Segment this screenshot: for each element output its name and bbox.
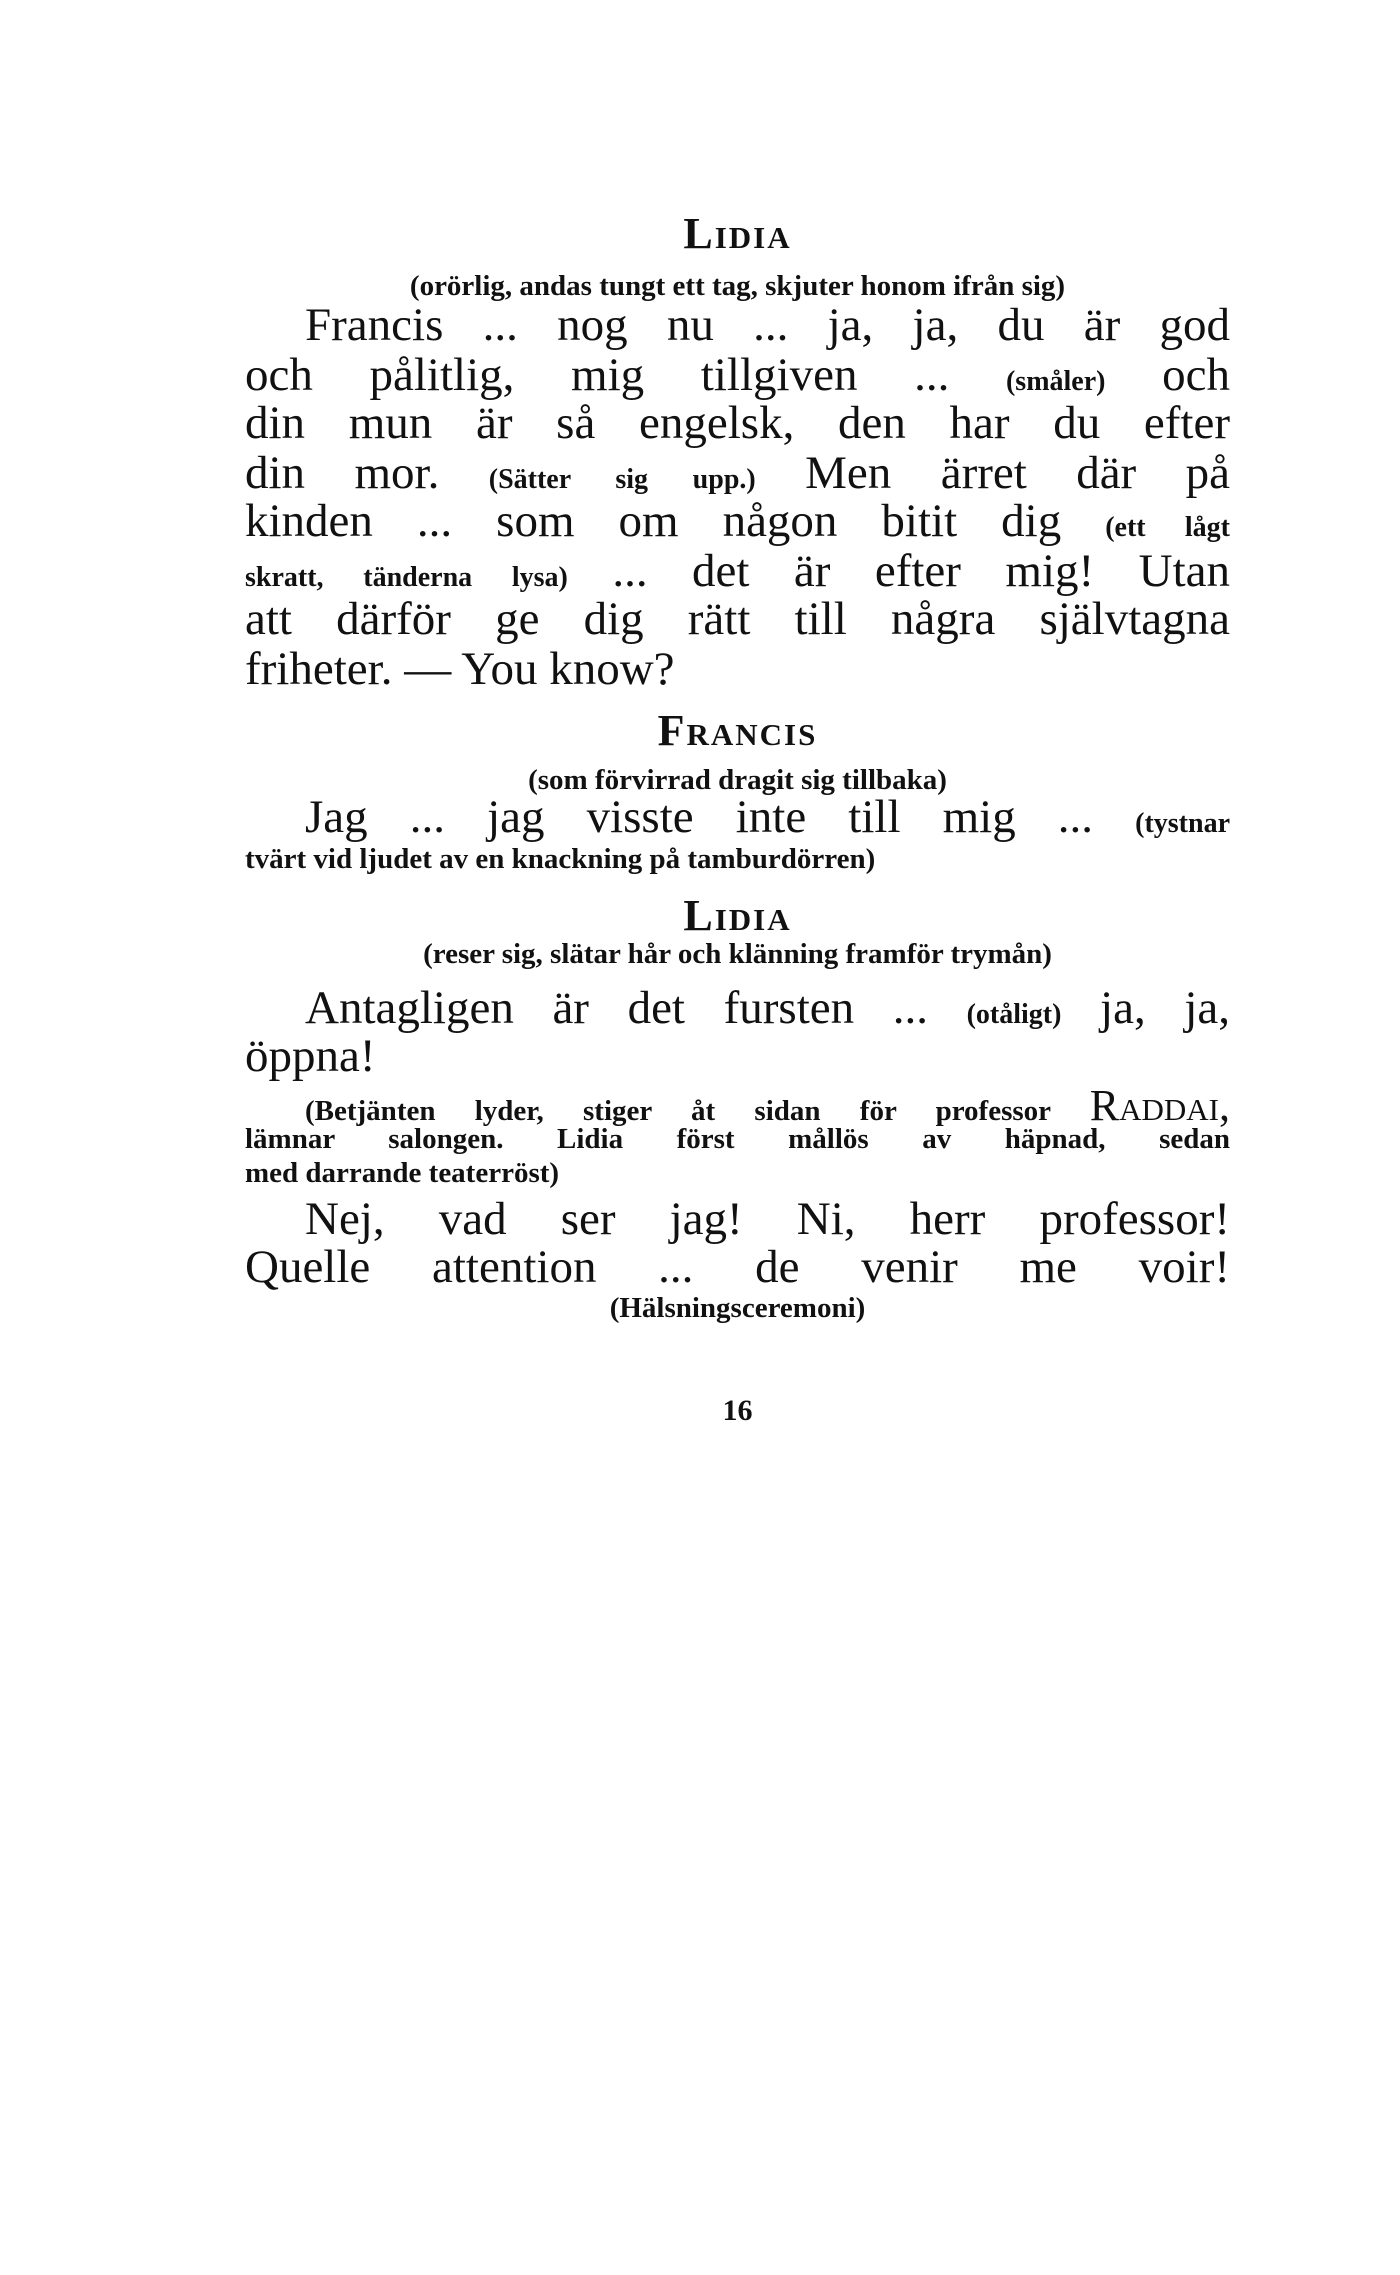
stage-direction: tvärt vid ljudet av en knackning på tamburdörren) [245,843,876,875]
stage-direction: lämnar salongen. Lidia först mållös av häpnad, sedan [245,1123,1230,1155]
page-number: 16 [722,1394,753,1427]
dialogue-line: Nej, vad ser jag! Ni, herr professor! [305,1193,1230,1245]
dialogue-line: Quelle attention ... de venir me voir! [245,1241,1230,1293]
speaker-name: Lidia [683,209,792,258]
dialogue-line: din mun är så engelsk, den har du efter [245,397,1230,449]
stage-direction: (Betjänten lyder, stiger åt sidan för professor Raddai, [305,1081,1230,1130]
stage-direction: (orörlig, andas tungt ett tag, skjuter honom ifrån sig) [409,270,1066,302]
dialogue-line: Francis ... nog nu ... ja, ja, du är god [305,299,1230,351]
stage-direction: (som förvirrad dragit sig tillbaka) [528,764,947,796]
dialogue-line: din mor. (Sätter sig upp.) Men ärret där på [245,447,1230,499]
speaker-name: Lidia [683,891,792,940]
character-name: Raddai, [1089,1081,1230,1130]
dialogue-line: att därför ge dig rätt till några självtagna [245,593,1230,645]
stage-direction: med darrande teaterröst) [245,1157,560,1189]
stage-direction: (reser sig, slätar hår och klänning framför trymån) [423,938,1052,970]
dialogue-line: Antagligen är det fursten ... (otåligt) ja, ja, [305,982,1230,1034]
dialogue-line: kinden ... som om någon bitit dig (ett lågt [245,495,1230,547]
dialogue-line: friheter. — You know? [245,643,675,695]
dialogue-line: Jag ... jag visste inte till mig ... (tystnar [305,791,1230,843]
dialogue-line: öppna! [245,1030,376,1082]
stage-direction: (Hälsningsceremoni) [609,1292,866,1324]
dialogue-line: och pålitlig, mig tillgiven ... (småler) och [245,349,1230,401]
dialogue-line: skratt, tänderna lysa) ... det är efter mig! Utan [245,545,1230,597]
speaker-name: Francis [657,706,818,755]
